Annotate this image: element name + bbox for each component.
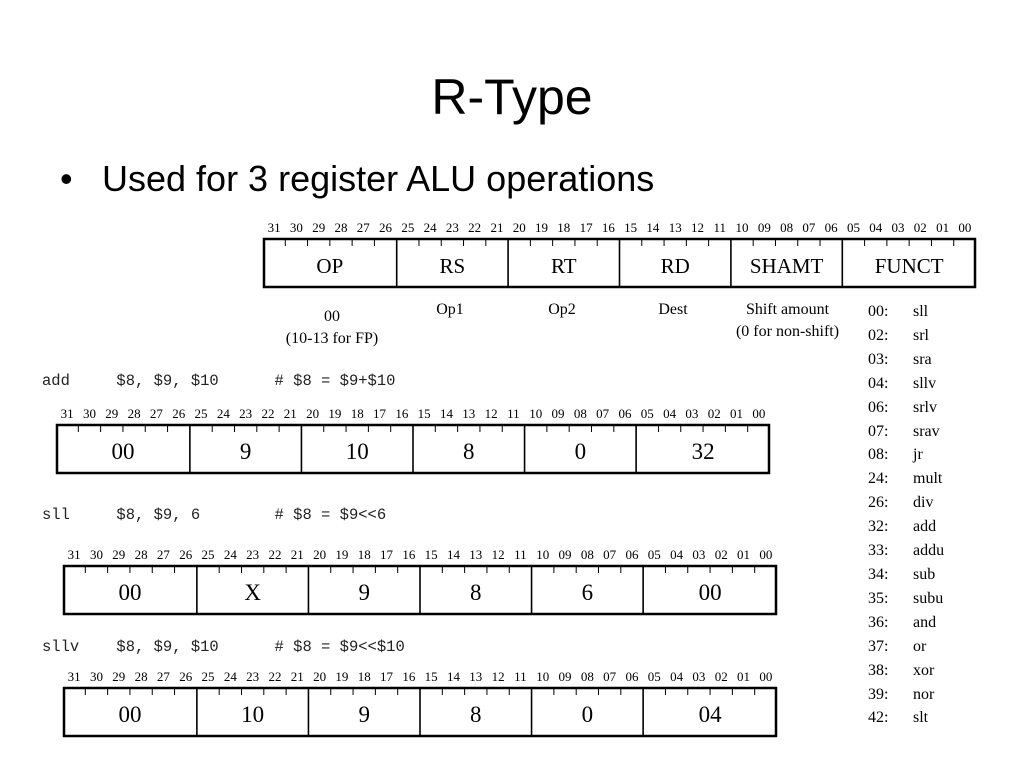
funct-name: slt (913, 709, 929, 727)
bit-number-label: 28 (134, 547, 148, 562)
bit-number-label: 30 (82, 406, 96, 421)
bit-number-label: 18 (357, 547, 371, 562)
bit-number-label: 21 (490, 220, 504, 235)
funct-code: 37: (868, 637, 889, 655)
bit-number-label: 28 (134, 669, 148, 684)
field-value: 9 (358, 580, 370, 605)
bit-number-label: 12 (690, 220, 704, 235)
op-description (262, 306, 402, 350)
funct-row (868, 706, 944, 730)
bit-number-label: 12 (491, 547, 505, 562)
bit-number-label: 19 (335, 547, 349, 562)
bit-number-label: 08 (573, 406, 587, 421)
rs-description: Op1 (436, 301, 464, 318)
bit-number-label: 24 (216, 406, 230, 421)
bit-number-label: 26 (179, 547, 193, 562)
bit-number-label: 09 (551, 406, 565, 421)
bit-number-label: 10 (536, 669, 550, 684)
bit-number-label: 30 (89, 669, 103, 684)
bit-number-label: 08 (780, 220, 794, 235)
bit-number-label: 03 (692, 547, 706, 562)
bit-number-label: 06 (824, 220, 838, 235)
field-value: 9 (239, 439, 252, 464)
bit-number-label: 15 (624, 220, 638, 235)
bit-number-label: 04 (663, 406, 677, 421)
bit-number-label: 17 (579, 220, 593, 235)
funct-code: 26: (868, 494, 889, 512)
field-value: 00 (698, 580, 722, 605)
bit-number-label: 31 (67, 669, 81, 684)
bit-number-label: 18 (350, 406, 364, 421)
field-name: SHAMT (749, 254, 824, 278)
funct-code: 35: (868, 589, 889, 607)
bit-number-label: 31 (267, 220, 281, 235)
bit-number-label: 02 (714, 669, 728, 684)
bit-number-label: 17 (373, 406, 387, 421)
bit-number-label: 07 (603, 547, 617, 562)
funct-code: 24: (868, 470, 889, 488)
bit-number-label: 22 (268, 669, 282, 684)
bit-number-label: 08 (580, 547, 594, 562)
funct-row (868, 420, 944, 444)
bit-number-label: 20 (306, 406, 320, 421)
bullet-dot-icon: • (60, 158, 73, 199)
bit-number-label: 24 (223, 669, 237, 684)
funct-row (868, 324, 944, 348)
bit-number-label: 06 (625, 547, 639, 562)
rd-description: Dest (658, 301, 688, 318)
funct-row (868, 635, 944, 659)
bit-number-label: 29 (112, 547, 126, 562)
funct-row (868, 539, 944, 563)
funct-row (868, 300, 944, 324)
bit-number-label: 31 (60, 406, 74, 421)
bit-number-label: 10 (536, 547, 550, 562)
field-name: RS (439, 254, 466, 278)
field-value: 32 (691, 439, 715, 464)
funct-code: 34: (868, 565, 889, 583)
bit-number-label: 09 (558, 547, 572, 562)
funct-row (868, 348, 944, 372)
example-add-diagram (56, 405, 770, 475)
bit-number-label: 04 (869, 220, 883, 235)
funct-row (868, 611, 944, 635)
field-value: 10 (241, 702, 265, 727)
bit-number-label: 19 (328, 406, 342, 421)
bit-number-label: 13 (469, 669, 483, 684)
op-description-value: 00 (324, 308, 340, 325)
funct-name: sub (913, 565, 936, 583)
bullet-point (60, 155, 654, 203)
funct-name: jr (913, 446, 923, 464)
bit-number-label: 16 (402, 669, 416, 684)
funct-name: sll (913, 303, 929, 320)
funct-name: srl (913, 326, 929, 344)
bit-number-label: 29 (112, 669, 126, 684)
funct-row (868, 467, 944, 491)
bit-number-label: 09 (757, 220, 771, 235)
bit-number-label: 28 (334, 220, 348, 235)
field-name: FUNCT (874, 254, 944, 278)
bit-number-label: 14 (446, 669, 460, 684)
bit-number-label: 07 (603, 669, 617, 684)
funct-row (868, 491, 944, 515)
bit-number-label: 19 (535, 220, 549, 235)
field-value: 00 (118, 580, 142, 605)
bit-number-label: 22 (261, 406, 275, 421)
bit-number-label: 15 (424, 547, 438, 562)
field-value: 8 (463, 439, 475, 464)
bit-number-label: 12 (491, 669, 505, 684)
bit-number-label: 01 (737, 547, 751, 562)
bit-number-label: 00 (759, 547, 773, 562)
funct-code: 04: (868, 374, 889, 392)
bit-number-label: 16 (601, 220, 615, 235)
funct-name: srav (913, 422, 940, 440)
funct-row (868, 443, 944, 467)
field-value: 0 (581, 702, 594, 727)
bit-number-label: 06 (618, 406, 632, 421)
example-sll-diagram (63, 546, 777, 616)
funct-name: sllv (913, 374, 937, 392)
bit-number-label: 03 (685, 406, 699, 421)
field-value: 9 (358, 702, 370, 727)
funct-name: mult (913, 470, 943, 488)
bit-number-label: 30 (89, 547, 103, 562)
bit-number-label: 05 (647, 669, 661, 684)
bit-number-label: 16 (395, 406, 409, 421)
bit-number-label: 01 (737, 669, 751, 684)
funct-name: nor (913, 685, 935, 703)
bit-number-label: 26 (379, 220, 393, 235)
bit-number-label: 29 (312, 220, 326, 235)
bit-number-label: 04 (670, 669, 684, 684)
funct-name: and (913, 613, 937, 631)
bit-number-label: 27 (149, 406, 163, 421)
shamt-description-value: Shift amount (745, 301, 830, 318)
funct-row (868, 659, 944, 683)
slide-title: R-Type (431, 69, 593, 125)
bit-number-label: 17 (380, 547, 394, 562)
bit-number-label: 13 (462, 406, 476, 421)
bit-number-label: 14 (646, 220, 660, 235)
funct-row (868, 683, 944, 707)
bit-number-label: 09 (558, 669, 572, 684)
bit-number-label: 15 (417, 406, 431, 421)
funct-code: 08: (868, 446, 889, 464)
bit-number-label: 02 (707, 406, 721, 421)
bit-number-label: 23 (246, 547, 260, 562)
funct-name: addu (913, 542, 945, 560)
funct-code: 42: (868, 709, 889, 727)
bit-number-label: 00 (752, 406, 766, 421)
bit-number-label: 13 (668, 220, 682, 235)
rt-description: Op2 (548, 301, 576, 318)
bit-number-label: 04 (670, 547, 684, 562)
field-value: 8 (470, 702, 482, 727)
shamt-description-note: (0 for non-shift) (735, 323, 840, 340)
bit-number-label: 07 (596, 406, 610, 421)
bit-number-label: 02 (913, 220, 927, 235)
field-name: RD (660, 254, 690, 278)
bit-number-label: 24 (223, 547, 237, 562)
funct-code: 33: (868, 542, 889, 560)
bit-number-label: 22 (268, 547, 282, 562)
bit-number-label: 17 (380, 669, 394, 684)
bit-number-label: 27 (156, 547, 170, 562)
funct-name: sra (913, 350, 932, 368)
funct-name: srlv (913, 398, 937, 416)
bit-number-label: 20 (313, 547, 327, 562)
bit-number-label: 12 (484, 406, 498, 421)
bit-number-label: 10 (529, 406, 543, 421)
bit-number-label: 21 (290, 547, 304, 562)
bit-number-label: 25 (194, 406, 208, 421)
field-value: 10 (345, 439, 369, 464)
bit-number-label: 26 (179, 669, 193, 684)
bit-number-label: 10 (735, 220, 749, 235)
funct-code: 00: (868, 303, 889, 320)
bit-number-label: 18 (357, 669, 371, 684)
funct-code: 03: (868, 350, 889, 368)
funct-code: 39: (868, 685, 889, 703)
bit-number-label: 24 (423, 220, 437, 235)
bit-number-label: 20 (313, 669, 327, 684)
bit-number-label: 11 (514, 669, 527, 684)
funct-name: add (913, 518, 937, 536)
bit-number-label: 25 (201, 547, 215, 562)
bit-number-label: 11 (713, 220, 727, 235)
bit-number-label: 21 (283, 406, 297, 421)
funct-name: div (913, 494, 934, 512)
bit-number-label: 27 (356, 220, 370, 235)
funct-code: 32: (868, 518, 889, 536)
funct-code: 38: (868, 661, 889, 679)
field-value: 6 (581, 580, 594, 605)
funct-name: subu (913, 589, 944, 607)
bit-number-label: 03 (891, 220, 905, 235)
bit-number-label: 25 (201, 669, 215, 684)
funct-row (868, 372, 944, 396)
bit-number-label: 00 (759, 669, 773, 684)
field-value: X (244, 580, 261, 605)
bit-number-label: 05 (640, 406, 654, 421)
bit-number-label: 23 (246, 669, 260, 684)
bit-number-label: 11 (507, 406, 520, 421)
funct-row (868, 563, 944, 587)
bit-number-label: 15 (424, 669, 438, 684)
op-description-note: (10-13 for FP) (285, 330, 379, 347)
field-value: 8 (470, 580, 482, 605)
field-value: 0 (574, 439, 587, 464)
bit-number-label: 30 (289, 220, 303, 235)
bit-number-label: 00 (958, 220, 972, 235)
example-sll-code: sll $8, $9, 6 # $8 = $9<<6 (42, 506, 387, 524)
funct-code-table (868, 300, 944, 730)
format-diagram (263, 219, 976, 289)
bit-number-label: 16 (402, 547, 416, 562)
bit-number-label: 13 (469, 547, 483, 562)
bit-number-label: 22 (468, 220, 482, 235)
bit-number-label: 03 (692, 669, 706, 684)
example-sllv-code: sllv $8, $9, $10 # $8 = $9<<$10 (42, 638, 405, 656)
field-value: 00 (118, 702, 142, 727)
field-name: RT (551, 254, 577, 278)
field-name: OP (316, 254, 344, 278)
bit-number-label: 18 (557, 220, 571, 235)
funct-name: xor (913, 661, 935, 679)
bit-number-label: 31 (67, 547, 81, 562)
bit-number-label: 02 (714, 547, 728, 562)
bit-number-label: 23 (445, 220, 459, 235)
bit-number-label: 28 (127, 406, 141, 421)
bullet-text: Used for 3 register ALU operations (102, 158, 655, 199)
bit-number-label: 11 (514, 547, 527, 562)
funct-code: 06: (868, 398, 889, 416)
bit-number-label: 05 (846, 220, 860, 235)
bit-number-label: 14 (446, 547, 460, 562)
field-value: 04 (698, 702, 722, 727)
example-sllv-diagram (63, 668, 777, 738)
funct-row (868, 515, 944, 539)
bit-number-label: 21 (290, 669, 304, 684)
funct-row (868, 587, 944, 611)
funct-row (868, 396, 944, 420)
bit-number-label: 07 (802, 220, 816, 235)
funct-code: 02: (868, 326, 889, 344)
shamt-description (715, 299, 860, 343)
bit-number-label: 14 (439, 406, 453, 421)
bit-number-label: 01 (936, 220, 950, 235)
bit-number-label: 01 (730, 406, 744, 421)
bit-number-label: 26 (172, 406, 186, 421)
bit-number-label: 06 (625, 669, 639, 684)
funct-code: 07: (868, 422, 889, 440)
funct-name: or (913, 637, 927, 655)
bit-number-label: 25 (401, 220, 415, 235)
bit-number-label: 05 (647, 547, 661, 562)
bit-number-label: 08 (580, 669, 594, 684)
bit-number-label: 29 (105, 406, 119, 421)
bit-number-label: 20 (512, 220, 526, 235)
bit-number-label: 19 (335, 669, 349, 684)
field-value: 00 (111, 439, 135, 464)
example-add-code: add $8, $9, $10 # $8 = $9+$10 (42, 372, 396, 390)
bit-number-label: 27 (156, 669, 170, 684)
funct-code: 36: (868, 613, 889, 631)
bit-number-label: 23 (239, 406, 253, 421)
